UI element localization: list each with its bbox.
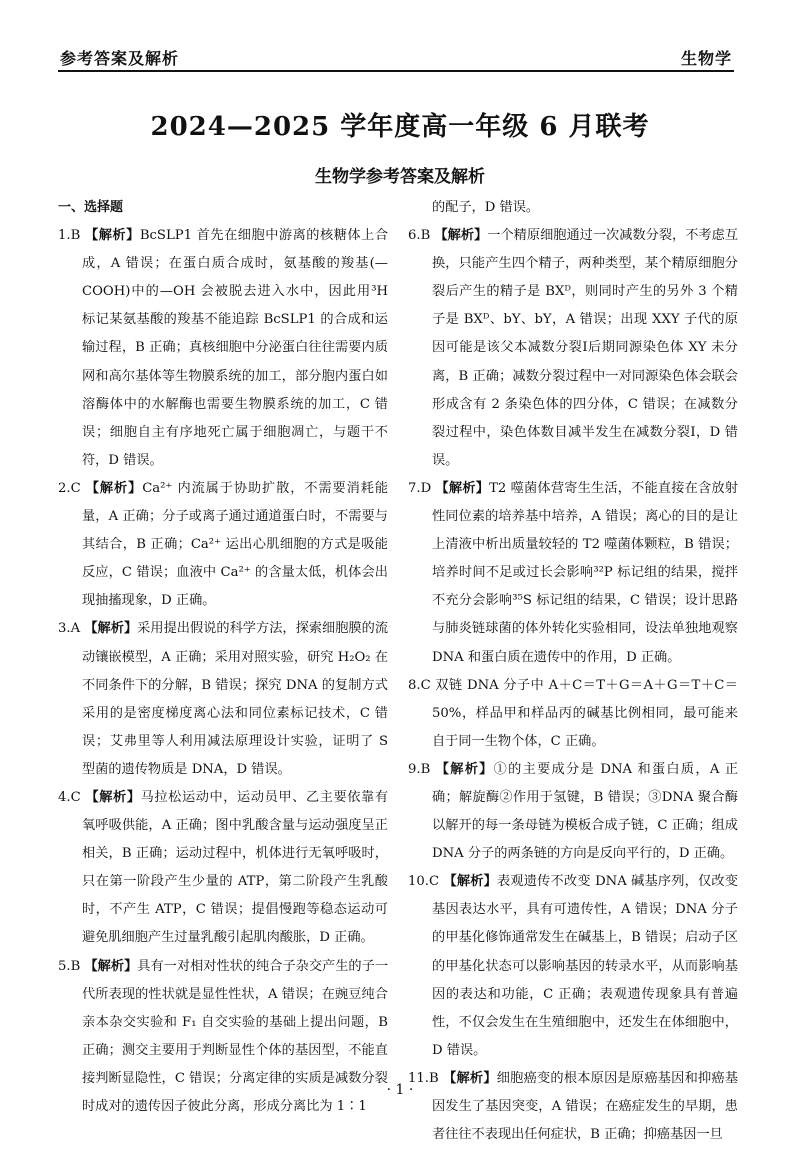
- analysis-tag: 【解析】: [85, 228, 140, 244]
- answer-item: [408, 475, 738, 672]
- answer-item: [58, 222, 388, 475]
- answer-number: 3.A: [58, 621, 81, 637]
- left-column: [58, 194, 388, 1121]
- right-column: [408, 194, 738, 1149]
- header-left-label: 参考答案及解析: [60, 49, 180, 68]
- analysis-tag: 【解析】: [85, 480, 143, 496]
- analysis-tag: 【解析】: [443, 1070, 497, 1086]
- answer-text: 马拉松运动中，运动员甲、乙主要依靠有氧呼吸供能，A 正确；图中乳酸含量与运动强度呈正相关，B 正确；运动过程中，机体进行无氧呼吸时，只在第一阶段产生少量的 ATP，第二阶段产生乳酸时，不产生 ATP，C 错误；提倡慢跑等稳态运动可避免肌细胞产生过量乳酸引起肌肉酸胀，D 正确。: [82, 789, 389, 946]
- answer-item: [408, 868, 738, 1065]
- page-header: [58, 40, 734, 72]
- answer-item: [408, 1065, 738, 1149]
- answer-text: 双链 DNA 分子中 A＋C＝T＋G＝A＋G＝T＋C＝50%，样品甲和样品丙的碱基比例相同，最可能来自于同一生物个体，C 正确。: [432, 677, 738, 749]
- answer-number: 4.C: [58, 789, 81, 805]
- answer-item: [58, 784, 388, 953]
- answer-text: T2 噬菌体营寄生生活，不能直接在含放射性同位素的培养基中培养，A 错误；离心的目的是让上清液中析出质量较轻的 T2 噬菌体颗粒，B 错误；培养时间不足或过长会影响³²P 标记组的结果，搅拌不充分会影响³⁵S 标记组的结果，C 错误；设计思路与肺炎链球菌的体外转化实验相同，设法单独地观察 DNA 和蛋白质在遗传中的作用，D 正确。: [432, 480, 738, 665]
- analysis-tag: 【解析】: [84, 958, 138, 974]
- answer-item: [58, 475, 388, 615]
- answer-number: 6.B: [408, 228, 431, 244]
- analysis-tag: 【解析】: [85, 789, 141, 805]
- answer-number: 9.B: [408, 761, 431, 777]
- header-right-label: 生物学: [680, 49, 732, 68]
- answer-number: 2.C: [58, 480, 81, 496]
- answer-text: 细胞癌变的根本原因是原癌基因和抑癌基因发生了基因突变，A 错误；在癌症发生的早期，患者往往不表现出任何症状，B 正确；抑癌基因一旦: [432, 1070, 739, 1143]
- left-answer-list: [58, 222, 388, 1121]
- header-divider: [58, 70, 734, 72]
- answer-item: [408, 672, 738, 756]
- answer-text: 具有一对相对性状的纯合子杂交产生的子一代所表现的性状就是显性性状，A 错误；在豌豆纯合亲本杂交实验和 F₁ 自交实验的基础上提出问题，B 正确；测交主要用于判断显性个体的基因型，不能直接判断显隐性，C 错误；分离定律的实质是减数分裂时成对的遗传因子彼此分离，形成分离比为 1∶1: [82, 958, 389, 1114]
- analysis-tag: 【解析】: [435, 480, 490, 496]
- right-answer-list: [408, 194, 738, 1149]
- answer-number: 8.C: [408, 677, 431, 693]
- analysis-tag: 【解析】: [84, 621, 138, 637]
- answer-number: 7.D: [408, 480, 432, 496]
- answer-text: 采用提出假说的科学方法，探索细胞膜的流动镶嵌模型，A 正确；采用对照实验，研究 H₂O₂ 在不同条件下的分解，B 错误；探究 DNA 的复制方式采用的是密度梯度离心法和同位素标记技术，C 错误；艾弗里等人利用减法原理设计实验，证明了 S 型菌的遗传物质是 DNA，D 错误。: [82, 621, 389, 777]
- answer-number: 11.B: [408, 1070, 439, 1086]
- answer-text: 的配子，D 错误。: [432, 200, 540, 215]
- answer-text: Ca²⁺ 内流属于协助扩散，不需要消耗能量，A 正确；分子或离子通过通道蛋白时，不需要与其结合，B 正确；Ca²⁺ 运出心肌细胞的方式是吸能反应，C 错误；血液中 Ca²⁺ 的含量太低，机体会出现抽搐现象，D 正确。: [82, 480, 389, 609]
- answer-text: 一个精原细胞通过一次减数分裂，不考虑互换，只能产生四个精子，两种类型，某个精原细胞分裂后产生的精子是 BXᴰ，则同时产生的另外 3 个精子是 BXᴰ、bY、bY，A 错误；出现 XXY 子代的原因可能是该父本减数分裂Ⅰ后期同源染色体 XY 未分离，B 正确；减数分裂过程中一对同源染色体会联会形成含有 2 条染色体的四分体，C 错误；在减数分裂过程中，染色体数目减半发生在减数分裂Ⅰ，D 错误。: [432, 228, 739, 468]
- analysis-tag: 【解析】: [434, 228, 488, 244]
- section-heading: 一、选择题: [58, 200, 124, 215]
- page-title: 2024—2025 学年度高一年级 6 月联考: [150, 112, 650, 142]
- analysis-tag: 【解析】: [443, 874, 498, 890]
- answer-number: 5.B: [58, 958, 81, 974]
- page-number: · 1 ·: [386, 1082, 414, 1098]
- page-subtitle: 生物学参考答案及解析: [315, 167, 485, 187]
- answer-number: 1.B: [58, 228, 81, 244]
- answer-item: [408, 194, 738, 222]
- answer-number: 10.C: [408, 874, 440, 890]
- answer-text: BcSLP1 首先在细胞中游离的核糖体上合成，A 错误；在蛋白质合成时，氨基酸的羧基(—COOH)中的—OH 会被脱去进入水中，因此用³H 标记某氨基酸的羧基不能追踪 BcSLP1 的合成和运输过程，B 正确；真核细胞中分泌蛋白往往需要内质网和高尔基体等生物膜系统的加工，部分胞内蛋白如溶酶体中的水解酶也需要生物膜系统的加工，C 错误；细胞自主有序地死亡属于细胞凋亡，与题干不符，D 错误。: [82, 228, 389, 468]
- answer-item: [408, 756, 738, 868]
- analysis-tag: 【解析】: [435, 761, 494, 777]
- answer-text: ①的主要成分是 DNA 和蛋白质，A 正确；解旋酶②作用于氢键，B 错误；③DNA 聚合酶以解开的每一条母链为模板合成子链，C 正确；组成 DNA 分子的两条链的方向是反向平行的，D 正确。: [432, 761, 739, 862]
- answer-item: [58, 615, 388, 784]
- answer-item: [408, 222, 738, 475]
- answer-text: 表观遗传不改变 DNA 碱基序列，仅改变基因表达水平，具有可遗传性，A 错误；DNA 分子的甲基化修饰通常发生在碱基上，B 错误；启动子区的甲基化状态可以影响基因的转录水平，从而影响基因的表达和功能，C 正确；表观遗传现象具有普遍性，不仅会发生在生殖细胞中，还发生在体细胞中，D 错误。: [432, 874, 738, 1058]
